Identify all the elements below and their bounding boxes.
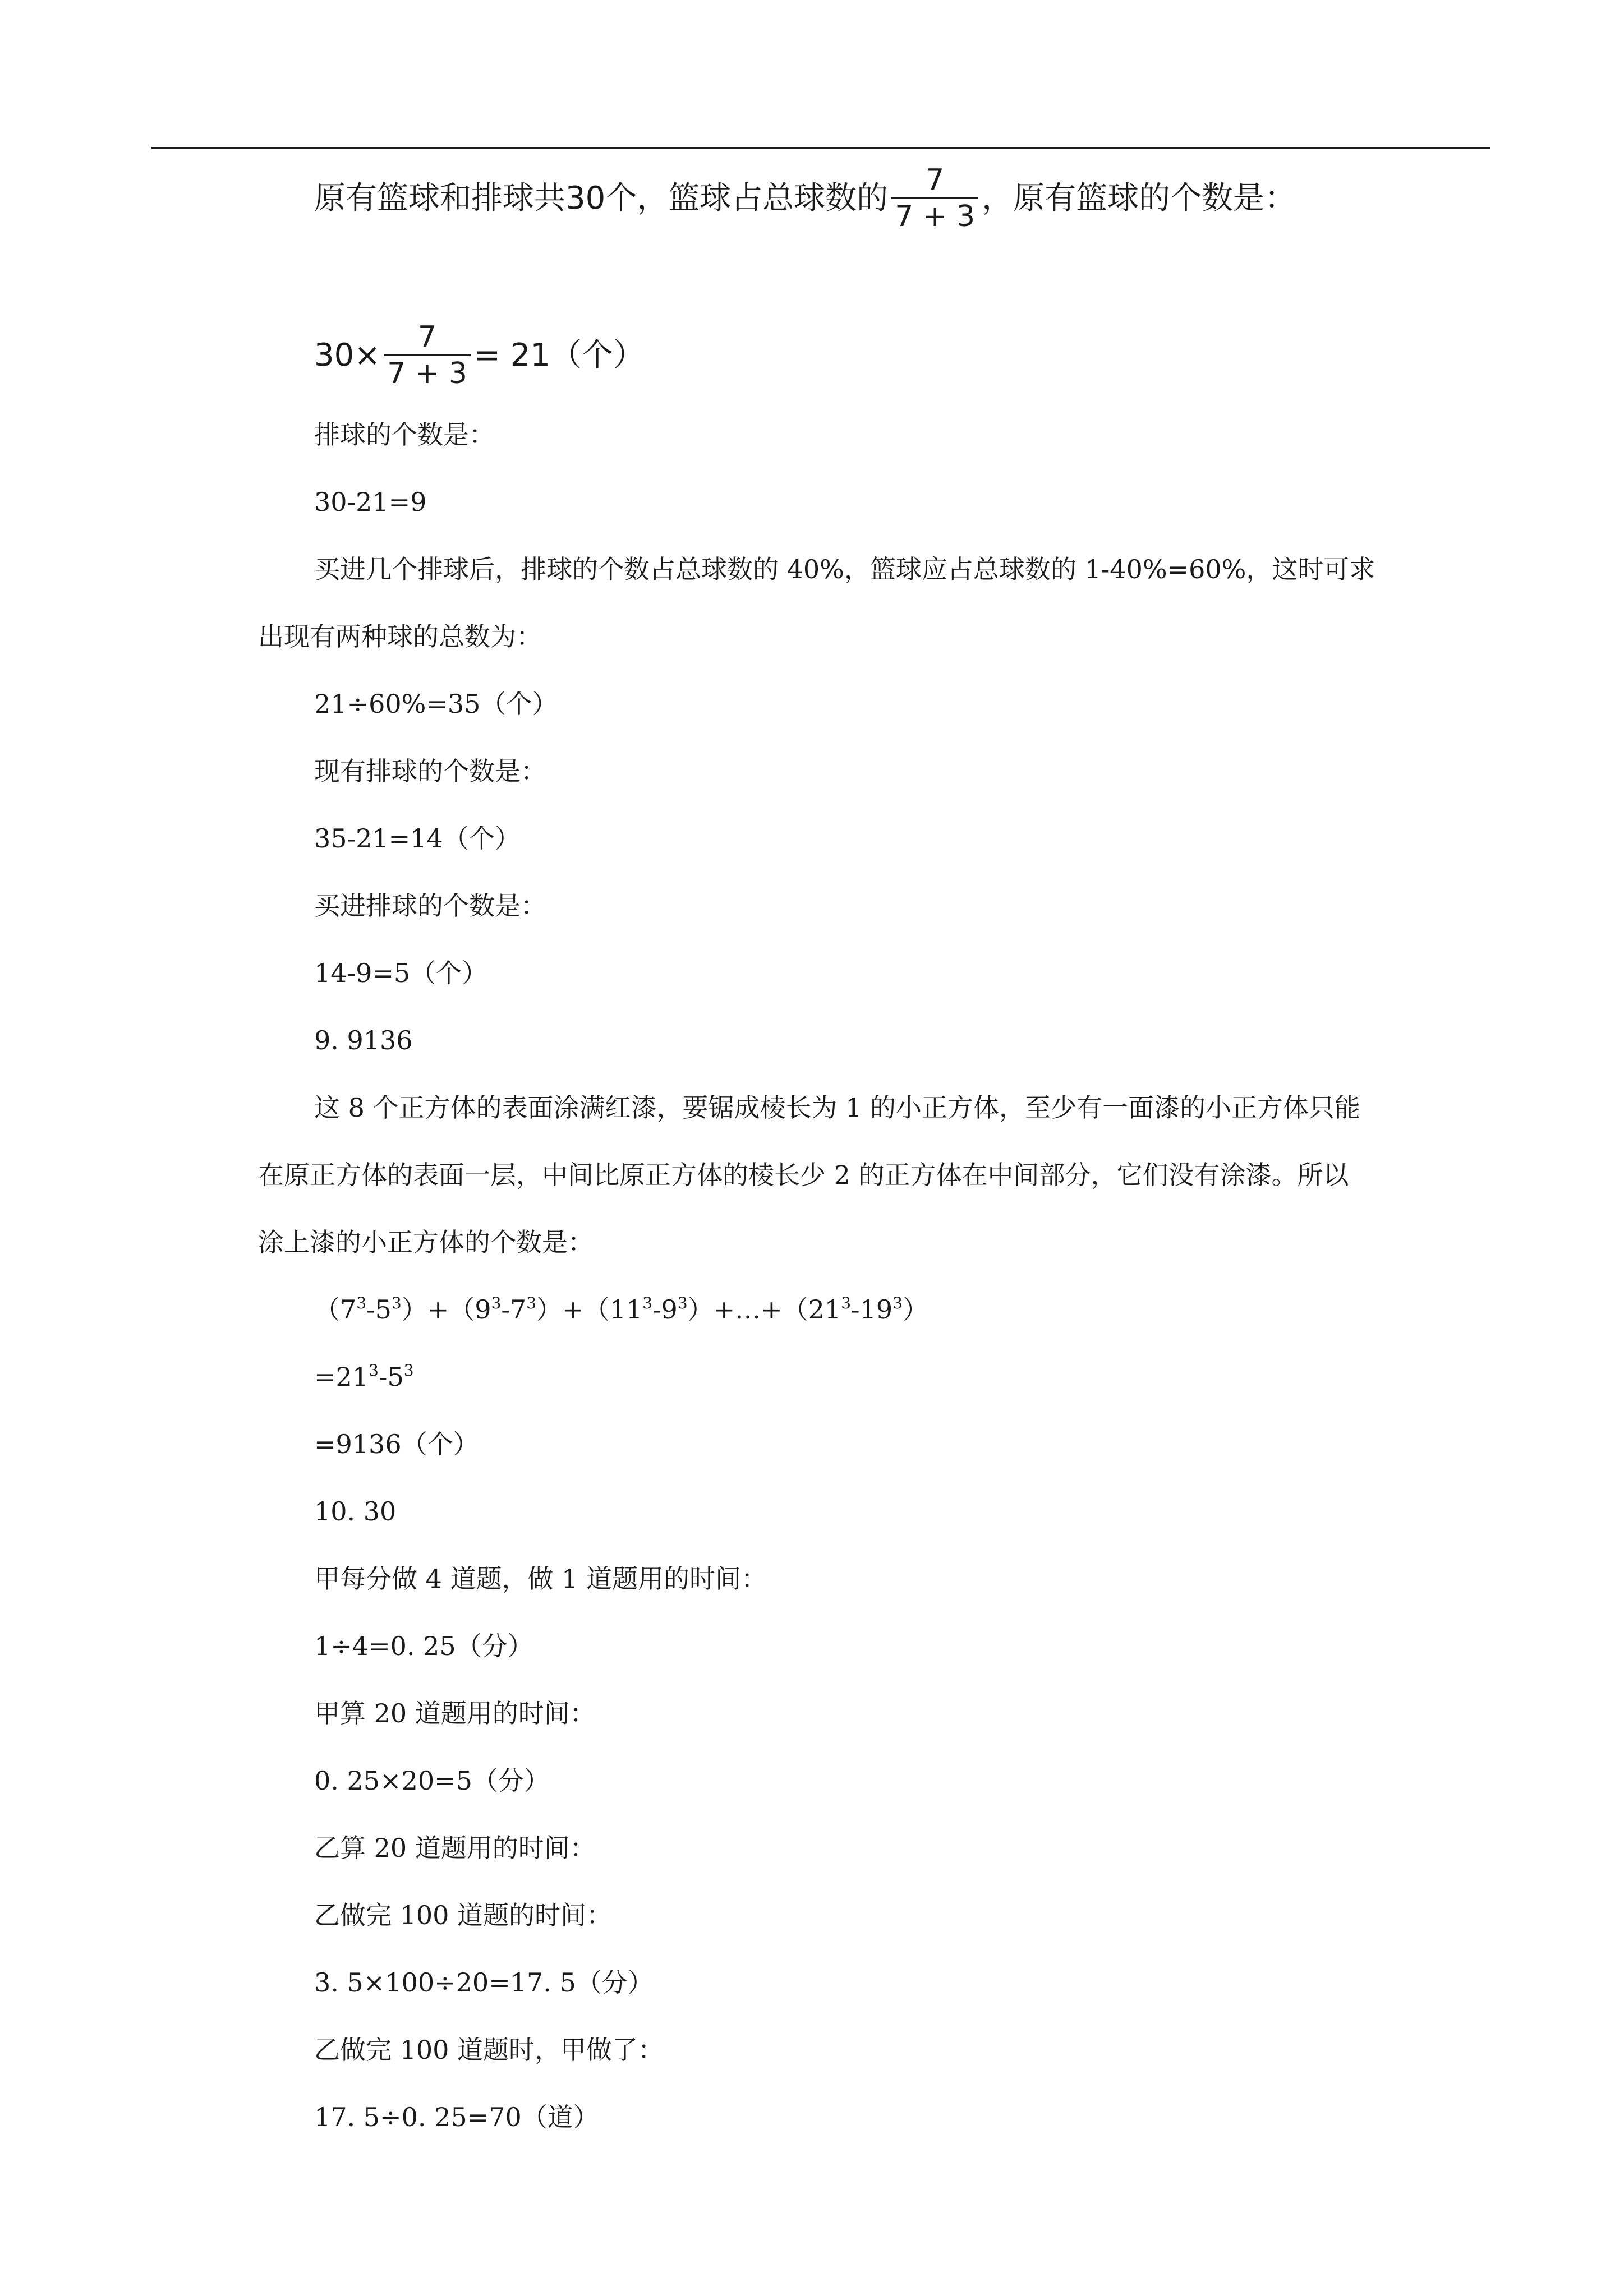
header-rule	[151, 147, 1490, 149]
exponent: 3	[841, 1294, 852, 1312]
equation-line: 14-9=5（个）	[314, 958, 488, 988]
exponent: 3	[491, 1294, 502, 1312]
exponent: 3	[526, 1294, 537, 1312]
term: -7	[501, 1294, 527, 1325]
text-line: 现有排球的个数是：	[314, 756, 546, 786]
exponent: 3	[369, 1361, 379, 1380]
statement-text-after: ，原有篮球的个数是：	[982, 179, 1296, 216]
equation-line: 3. 5×100÷20=17. 5（分）	[314, 1967, 654, 1998]
fraction-numerator: 7	[418, 320, 437, 354]
statement-text-before: 原有篮球和排球共30个，篮球占总球数的	[314, 179, 889, 216]
fraction-denominator: 7 + 3	[387, 357, 467, 390]
text-line: 排球的个数是：	[314, 419, 495, 450]
term: ）+…+（21	[687, 1294, 841, 1325]
text-line: 甲算 20 道题用的时间：	[314, 1698, 596, 1728]
fraction-numerator: 7	[926, 163, 945, 197]
exponent: 3	[892, 1294, 903, 1312]
answer-heading: 10. 30	[314, 1496, 397, 1527]
text-line: 乙算 20 道题用的时间：	[314, 1833, 596, 1863]
exponent: 3	[356, 1294, 367, 1312]
problem-statement-line	[314, 163, 1296, 234]
equation-fraction	[384, 320, 471, 391]
text-line: 出现有两种球的总数为：	[258, 621, 542, 652]
equation-line: 17. 5÷0. 25=70（道）	[314, 2102, 599, 2132]
equation-result: = 21（个）	[473, 336, 645, 374]
text-line: 甲每分做 4 道题，做 1 道题用的时间：	[314, 1564, 767, 1594]
term: ）	[902, 1294, 928, 1325]
text-line: 这 8 个正方体的表面涂满红漆，要锯成棱长为 1 的小正方体，至少有一面漆的小正方体只能	[314, 1092, 1361, 1123]
equation-line: =9136（个）	[314, 1429, 479, 1459]
term: -9	[652, 1294, 678, 1325]
text-line: 在原正方体的表面一层，中间比原正方体的棱长少 2 的正方体在中间部分，它们没有涂漆。所以	[258, 1160, 1349, 1190]
text-line: 买进排球的个数是：	[314, 891, 546, 921]
term: ）+（11	[536, 1294, 643, 1325]
equation-line: 30-21=9	[314, 487, 427, 517]
equation-line: 35-21=14（个）	[314, 823, 521, 854]
cube-difference-equation	[314, 1360, 414, 1394]
cube-sum-equation	[314, 1293, 928, 1326]
basketball-count-equation	[314, 320, 645, 391]
term: -5	[366, 1294, 392, 1325]
answer-heading: 9. 9136	[314, 1025, 413, 1055]
term: =21	[314, 1362, 369, 1392]
text-line: 乙做完 100 道题时，甲做了：	[314, 2035, 664, 2065]
text-line: 涂上漆的小正方体的个数是：	[258, 1227, 594, 1257]
equation-lead: 30×	[314, 336, 381, 374]
fraction-seven-tenths	[891, 163, 978, 234]
term: -5	[378, 1362, 404, 1392]
term: ）+（9	[401, 1294, 491, 1325]
equation-line: 21÷60%=35（个）	[314, 689, 558, 719]
equation-line: 0. 25×20=5（分）	[314, 1765, 550, 1796]
fraction-denominator: 7 + 3	[895, 200, 976, 233]
equation-line: 1÷4=0. 25（分）	[314, 1631, 533, 1661]
term: -19	[851, 1294, 893, 1325]
text-line: 买进几个排球后，排球的个数占总球数的 40%，篮球应占总球数的 1-40%=60%，这时可求	[314, 554, 1375, 584]
text-line: 乙做完 100 道题的时间：	[314, 1900, 613, 1930]
exponent: 3	[403, 1361, 414, 1380]
term: （7	[314, 1294, 357, 1325]
exponent: 3	[677, 1294, 688, 1312]
exponent: 3	[642, 1294, 652, 1312]
exponent: 3	[391, 1294, 402, 1312]
